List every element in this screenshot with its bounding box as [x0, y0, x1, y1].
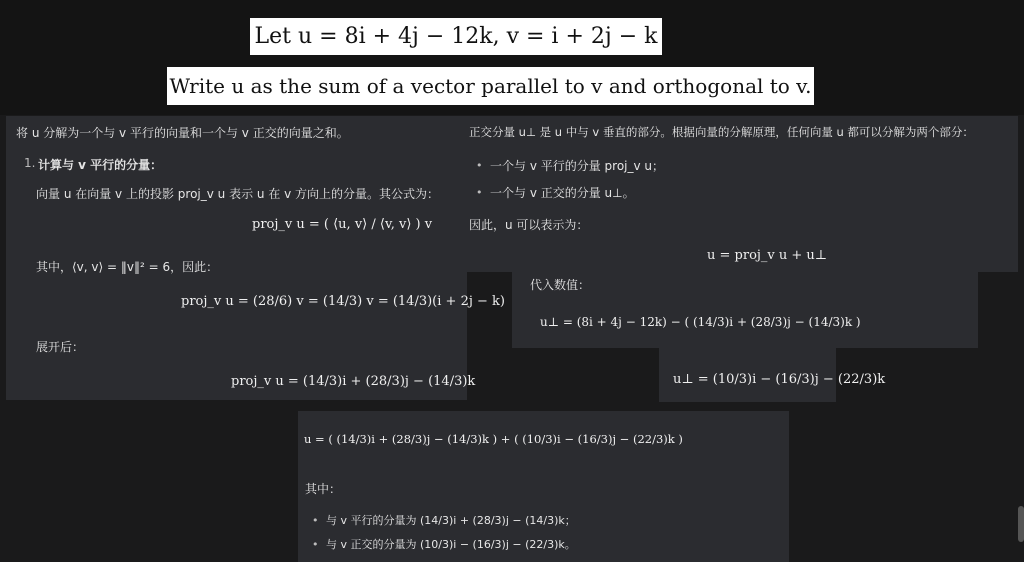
final-bullet-1: 与 v 平行的分量为 (14/3)i + (28/3)j − (14/3)k； — [326, 514, 576, 527]
bullet-dot: • — [476, 186, 483, 199]
right-intro: 正交分量 u⊥ 是 u 中与 v 垂直的部分。根据向量的分解原理，任何向量 u 都可以分解为两个部分： — [469, 125, 974, 139]
orthogonal-calculation: u⊥ = (8i + 4j − 12k) − ( (14/3)i + (28/3)j − (14/3)k ) — [540, 315, 861, 329]
therefore-line: 因此，u 可以表示为： — [469, 218, 589, 232]
instruction-box — [167, 67, 814, 105]
expand-label: 展开后： — [36, 340, 85, 354]
right-bullet-1: 一个与 v 平行的分量 proj_v u； — [490, 159, 665, 173]
left-intro: 将 u 分解为一个与 v 平行的向量和一个与 v 正交的向量之和。 — [16, 126, 349, 140]
right-bullet-2: 一个与 v 正交的分量 u⊥。 — [490, 186, 635, 200]
instruction-text: Write u as the sum of a vector parallel to v and orthogonal to v. — [169, 74, 812, 98]
sum-formula: u = proj_v u + u⊥ — [707, 248, 828, 263]
projection-calculation: proj_v u = (28/6) v = (14/3) v = (14/3)(i + 2j − k) — [181, 294, 505, 309]
orthogonal-result: u⊥ = (10/3)i − (16/3)j − (22/3)k — [673, 372, 886, 387]
problem-statement — [250, 18, 662, 55]
step1-number: 1. — [24, 156, 36, 170]
projection-result: proj_v u = (14/3)i + (28/3)j − (14/3)k — [231, 374, 476, 389]
bullet-dot: • — [312, 538, 319, 551]
where-label: 其中： — [305, 482, 342, 496]
final-formula: u = ( (14/3)i + (28/3)j − (14/3)k ) + ( (10/3)i − (16/3)j − (22/3)k ) — [304, 432, 683, 446]
projection-formula: proj_v u = ( ⟨u, v⟩ / ⟨v, v⟩ ) v — [252, 217, 433, 232]
projection-description: 向量 u 在向量 v 上的投影 proj_v u 表示 u 在 v 方向上的分量。其公式为： — [36, 187, 440, 201]
scrollbar-thumb[interactable] — [1018, 506, 1024, 542]
step1-title: 计算与 v 平行的分量： — [38, 158, 163, 172]
bullet-dot: • — [312, 514, 319, 527]
final-bullet-2: 与 v 正交的分量为 (10/3)i − (16/3)j − (22/3)k。 — [326, 538, 576, 551]
substitute-label: 代入数值： — [530, 278, 591, 292]
problem-line: Let u = 8i + 4j − 12k, v = i + 2j − k — [254, 24, 658, 49]
bullet-dot: • — [476, 159, 483, 172]
where-line: 其中，⟨v, v⟩ = ‖v‖² = 6，因此： — [36, 260, 219, 274]
